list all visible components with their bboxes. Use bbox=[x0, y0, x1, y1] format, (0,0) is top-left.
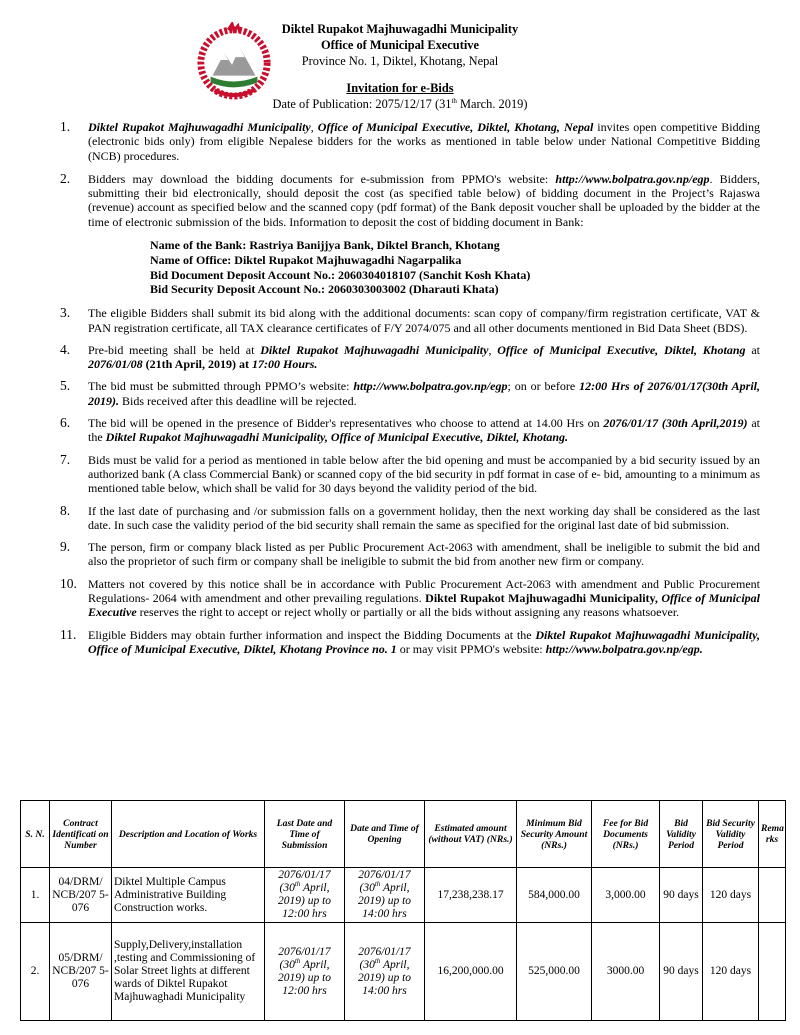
bids-table bbox=[20, 800, 786, 1021]
col-header: Estimated amount (without VAT) (NRs.) bbox=[425, 801, 517, 868]
item-text: at the bbox=[88, 416, 760, 445]
item-text: or may visit PPMO's website: bbox=[396, 641, 546, 656]
item-text: The bid must be submitted through PPMO’s website: bbox=[88, 379, 354, 394]
table-header-row bbox=[21, 801, 786, 868]
col-header: Bid Validity Period bbox=[660, 801, 703, 868]
cell-validity: 90 days bbox=[660, 868, 703, 923]
col-header: Bid Security Validity Period bbox=[703, 801, 759, 868]
item-text: (21th April, 2019) at bbox=[142, 357, 253, 372]
col-header: Description and Location of Works bbox=[112, 801, 265, 868]
cell-security-validity: 120 days bbox=[703, 923, 759, 1021]
cell-sn: 1. bbox=[21, 868, 50, 923]
cell-description: Diktel Multiple Campus Administrative Building Construction works. bbox=[112, 868, 265, 923]
notice-items bbox=[60, 120, 760, 656]
notice-item bbox=[60, 628, 760, 657]
item-text: The person, firm or company black listed as per Public Procurement Act-2063 with amendment, shall be ineligible to submit the bid and also the proprietor of such firm or company shall be ineligible to submit the bid from another new firm or company. bbox=[88, 540, 760, 569]
col-header: S. N. bbox=[21, 801, 50, 868]
address: Province No. 1, Diktel, Khotang, Nepal bbox=[301, 54, 499, 68]
item-text: The bid will be opened in the presence of Bidder's representatives who choose to attend at 14.00 Hrs on bbox=[88, 416, 604, 431]
notice-item bbox=[60, 172, 760, 297]
item-text: Pre-bid meeting shall be held at bbox=[88, 342, 261, 357]
table-row bbox=[21, 868, 786, 923]
notice-item bbox=[60, 416, 760, 445]
publication-date: Date of Publication: 2075/12/17 (31th March. 2019) bbox=[272, 96, 528, 111]
item-number: 1. bbox=[60, 119, 71, 134]
notice-item bbox=[60, 453, 760, 496]
item-text: 2076/01/08 bbox=[88, 357, 143, 372]
cell-security-validity: 120 days bbox=[703, 868, 759, 923]
col-header: Fee for Bid Documents (NRs.) bbox=[592, 801, 660, 868]
item-text: Office of Municipal Executive, Diktel, Khotang bbox=[497, 342, 746, 357]
item-text: Diktel Rupakot Majhuwagadhi Municipality, bbox=[425, 591, 662, 606]
item-text: reserves the right to accept or reject wholly or partially or all the bids without assigning any reasons whatsoever. bbox=[136, 605, 680, 620]
item-text: Bidders may download the bidding documents for e-submission from PPMO's website: bbox=[88, 171, 556, 186]
cell-validity: 90 days bbox=[660, 923, 703, 1021]
bank-detail-line: Bid Document Deposit Account No.: 2060304018107 (Sanchit Kosh Khata) bbox=[150, 267, 531, 282]
item-text: invites open competitive Bidding (electronic bids only) from eligible Nepalese bidders for the works as mentioned in table below under National Competitive Bidding (NCB) procedures. bbox=[88, 120, 760, 163]
item-text: Office of Municipal Executive, Diktel, Khotang, Nepal bbox=[317, 120, 594, 134]
cell-submission: 2076/01/17 (30th April, 2019) up to 12:00 hrs bbox=[265, 868, 345, 923]
cell-submission: 2076/01/17 (30th April, 2019) up to 12:00 hrs bbox=[265, 923, 345, 1021]
item-text: Matters not covered by this notice shall be in accordance with Public Procurement Act-2063 with amendment and Public Procurement Regulations- 2064 with amendment and other prevailing regulations. bbox=[88, 576, 760, 606]
item-text: http://www.bolpatra.gov.np/egp bbox=[353, 379, 508, 394]
notice-title: Invitation for e-Bids bbox=[346, 81, 454, 95]
item-text: ; on or before bbox=[507, 379, 580, 394]
item-text: Bids received after this deadline will be rejected. bbox=[119, 393, 357, 408]
item-text: If the last date of purchasing and /or submission falls on a government holiday, then the next working day shall be considered as the last date. In such case the validity period of the bid security shall remain the same as specified for the original last date of bid submission. bbox=[88, 503, 760, 532]
item-text: 2076/01/17 (30th April,2019) bbox=[603, 416, 748, 431]
cell-sn: 2. bbox=[21, 923, 50, 1021]
col-header: Rema rks bbox=[759, 801, 786, 868]
cell-remarks bbox=[759, 868, 786, 923]
item-text: Office of Municipal Executive bbox=[88, 591, 761, 620]
item-text: 12:00 Hrs of 2076/01/17(30th April, 2019). bbox=[88, 379, 760, 408]
item-text: The eligible Bidders shall submit its bid along with the additional documents: scan copy of company/firm registration certificate, VAT & PAN registration certificate, all TAX clearance certificates of F/Y 2074/075 and all other documents mentioned in Bid Data Sheet (BDS). bbox=[88, 306, 760, 335]
item-number: 4. bbox=[60, 341, 71, 357]
notice-item bbox=[60, 577, 760, 620]
cell-fee: 3,000.00 bbox=[592, 868, 660, 923]
office-name: Office of Municipal Executive bbox=[321, 38, 479, 52]
notice-item bbox=[60, 120, 760, 163]
notice-item bbox=[60, 504, 760, 533]
notice-item bbox=[60, 343, 760, 372]
col-header: Date and Time of Opening bbox=[345, 801, 425, 868]
item-text: Diktel Rupakot Majhuwagadhi Municipality, Office of Municipal Executive, Diktel, Khotang Province no. 1 bbox=[88, 627, 760, 656]
item-text: Diktel Rupakot Majhuwagadhi Municipality bbox=[260, 342, 489, 357]
item-number: 8. bbox=[60, 502, 71, 518]
item-text: Bids must be valid for a period as mentioned in table below after the bid opening and must be accompanied by a bid security issued by an authorized bank (A class Commercial Bank) or scanned copy of the bid security in pdf format in case of e- bid, amounting to a minimum as mentioned table below, which shall be valid for 30 days beyond the validity period of the bid. bbox=[88, 452, 760, 496]
item-text: http://www.bolpatra.gov.np/egp bbox=[555, 171, 710, 186]
item-text: Eligible Bidders may obtain further information and inspect the Bidding Documents at the bbox=[88, 627, 536, 642]
col-header: Minimum Bid Security Amount (NRs.) bbox=[517, 801, 592, 868]
cell-security: 584,000.00 bbox=[517, 868, 592, 923]
cell-security: 525,000.00 bbox=[517, 923, 592, 1021]
cell-remarks bbox=[759, 923, 786, 1021]
item-text: Diktel Rupakot Majhuwagadhi Municipality, Office of Municipal Executive, Diktel, Khotang. bbox=[105, 430, 569, 445]
item-number: 5. bbox=[60, 378, 71, 394]
cell-estimate: 16,200,000.00 bbox=[425, 923, 517, 1021]
cell-opening: 2076/01/17 (30th April, 2019) up to 14:00 hrs bbox=[345, 923, 425, 1021]
item-text: , bbox=[310, 120, 318, 134]
cell-contract-id: 04/DRM/ NCB/207 5-076 bbox=[50, 868, 112, 923]
item-number: 2. bbox=[60, 170, 71, 186]
cell-description: Supply,Delivery,installation ,testing and Commissioning of Solar Street lights at different wards of Diktel Rupakot Majhuwaghadi Municipality bbox=[112, 923, 265, 1021]
notice-item bbox=[60, 306, 760, 335]
item-number: 7. bbox=[60, 451, 71, 467]
notice-item bbox=[60, 540, 760, 569]
bank-detail-line: Name of Office: Diktel Rupakot Majhuwagadhi Nagarpalika bbox=[150, 252, 462, 267]
cell-fee: 3000.00 bbox=[592, 923, 660, 1021]
item-number: 10. bbox=[60, 575, 77, 591]
item-number: 3. bbox=[60, 305, 71, 321]
col-header: Contract Identificati on Number bbox=[50, 801, 112, 868]
org-name: Diktel Rupakot Majhuwagadhi Municipality bbox=[281, 22, 519, 36]
item-text: at bbox=[745, 342, 760, 357]
item-text: 17:00 Hours. bbox=[252, 357, 318, 372]
item-number: 9. bbox=[60, 539, 71, 555]
item-text: , bbox=[488, 342, 498, 357]
item-number: 11. bbox=[60, 626, 77, 642]
cell-contract-id: 05/DRM/ NCB/207 5-076 bbox=[50, 923, 112, 1021]
table-row bbox=[21, 923, 786, 1021]
bank-details bbox=[150, 238, 760, 297]
item-number: 6. bbox=[60, 415, 71, 431]
cell-estimate: 17,238,238.17 bbox=[425, 868, 517, 923]
cell-opening: 2076/01/17 (30th April, 2019) up to 14:00 hrs bbox=[345, 868, 425, 923]
item-text: Diktel Rupakot Majhuwagadhi Municipality bbox=[88, 120, 311, 134]
col-header: Last Date and Time of Submission bbox=[265, 801, 345, 868]
item-text: . Bidders, submitting their bid electronically, should deposit the cost (as specified table below) of bidding document in the Project’s Rajaswa (revenue) account as specified below and the scanned copy (pdf format) of the Bank deposit voucher shall be uploaded by the bidder at the time of electronic submission of the bids. Information to deposit the cost of bidding document in Bank: bbox=[88, 171, 760, 229]
bank-detail-line: Name of the Bank: Rastriya Banijjya Bank, Diktel Branch, Khotang bbox=[150, 238, 500, 253]
bank-detail-line: Bid Security Deposit Account No.: 2060303003002 (Dharauti Khata) bbox=[150, 282, 499, 297]
item-text: http://www.bolpatra.gov.np/egp. bbox=[545, 641, 703, 656]
notice-item bbox=[60, 379, 760, 408]
